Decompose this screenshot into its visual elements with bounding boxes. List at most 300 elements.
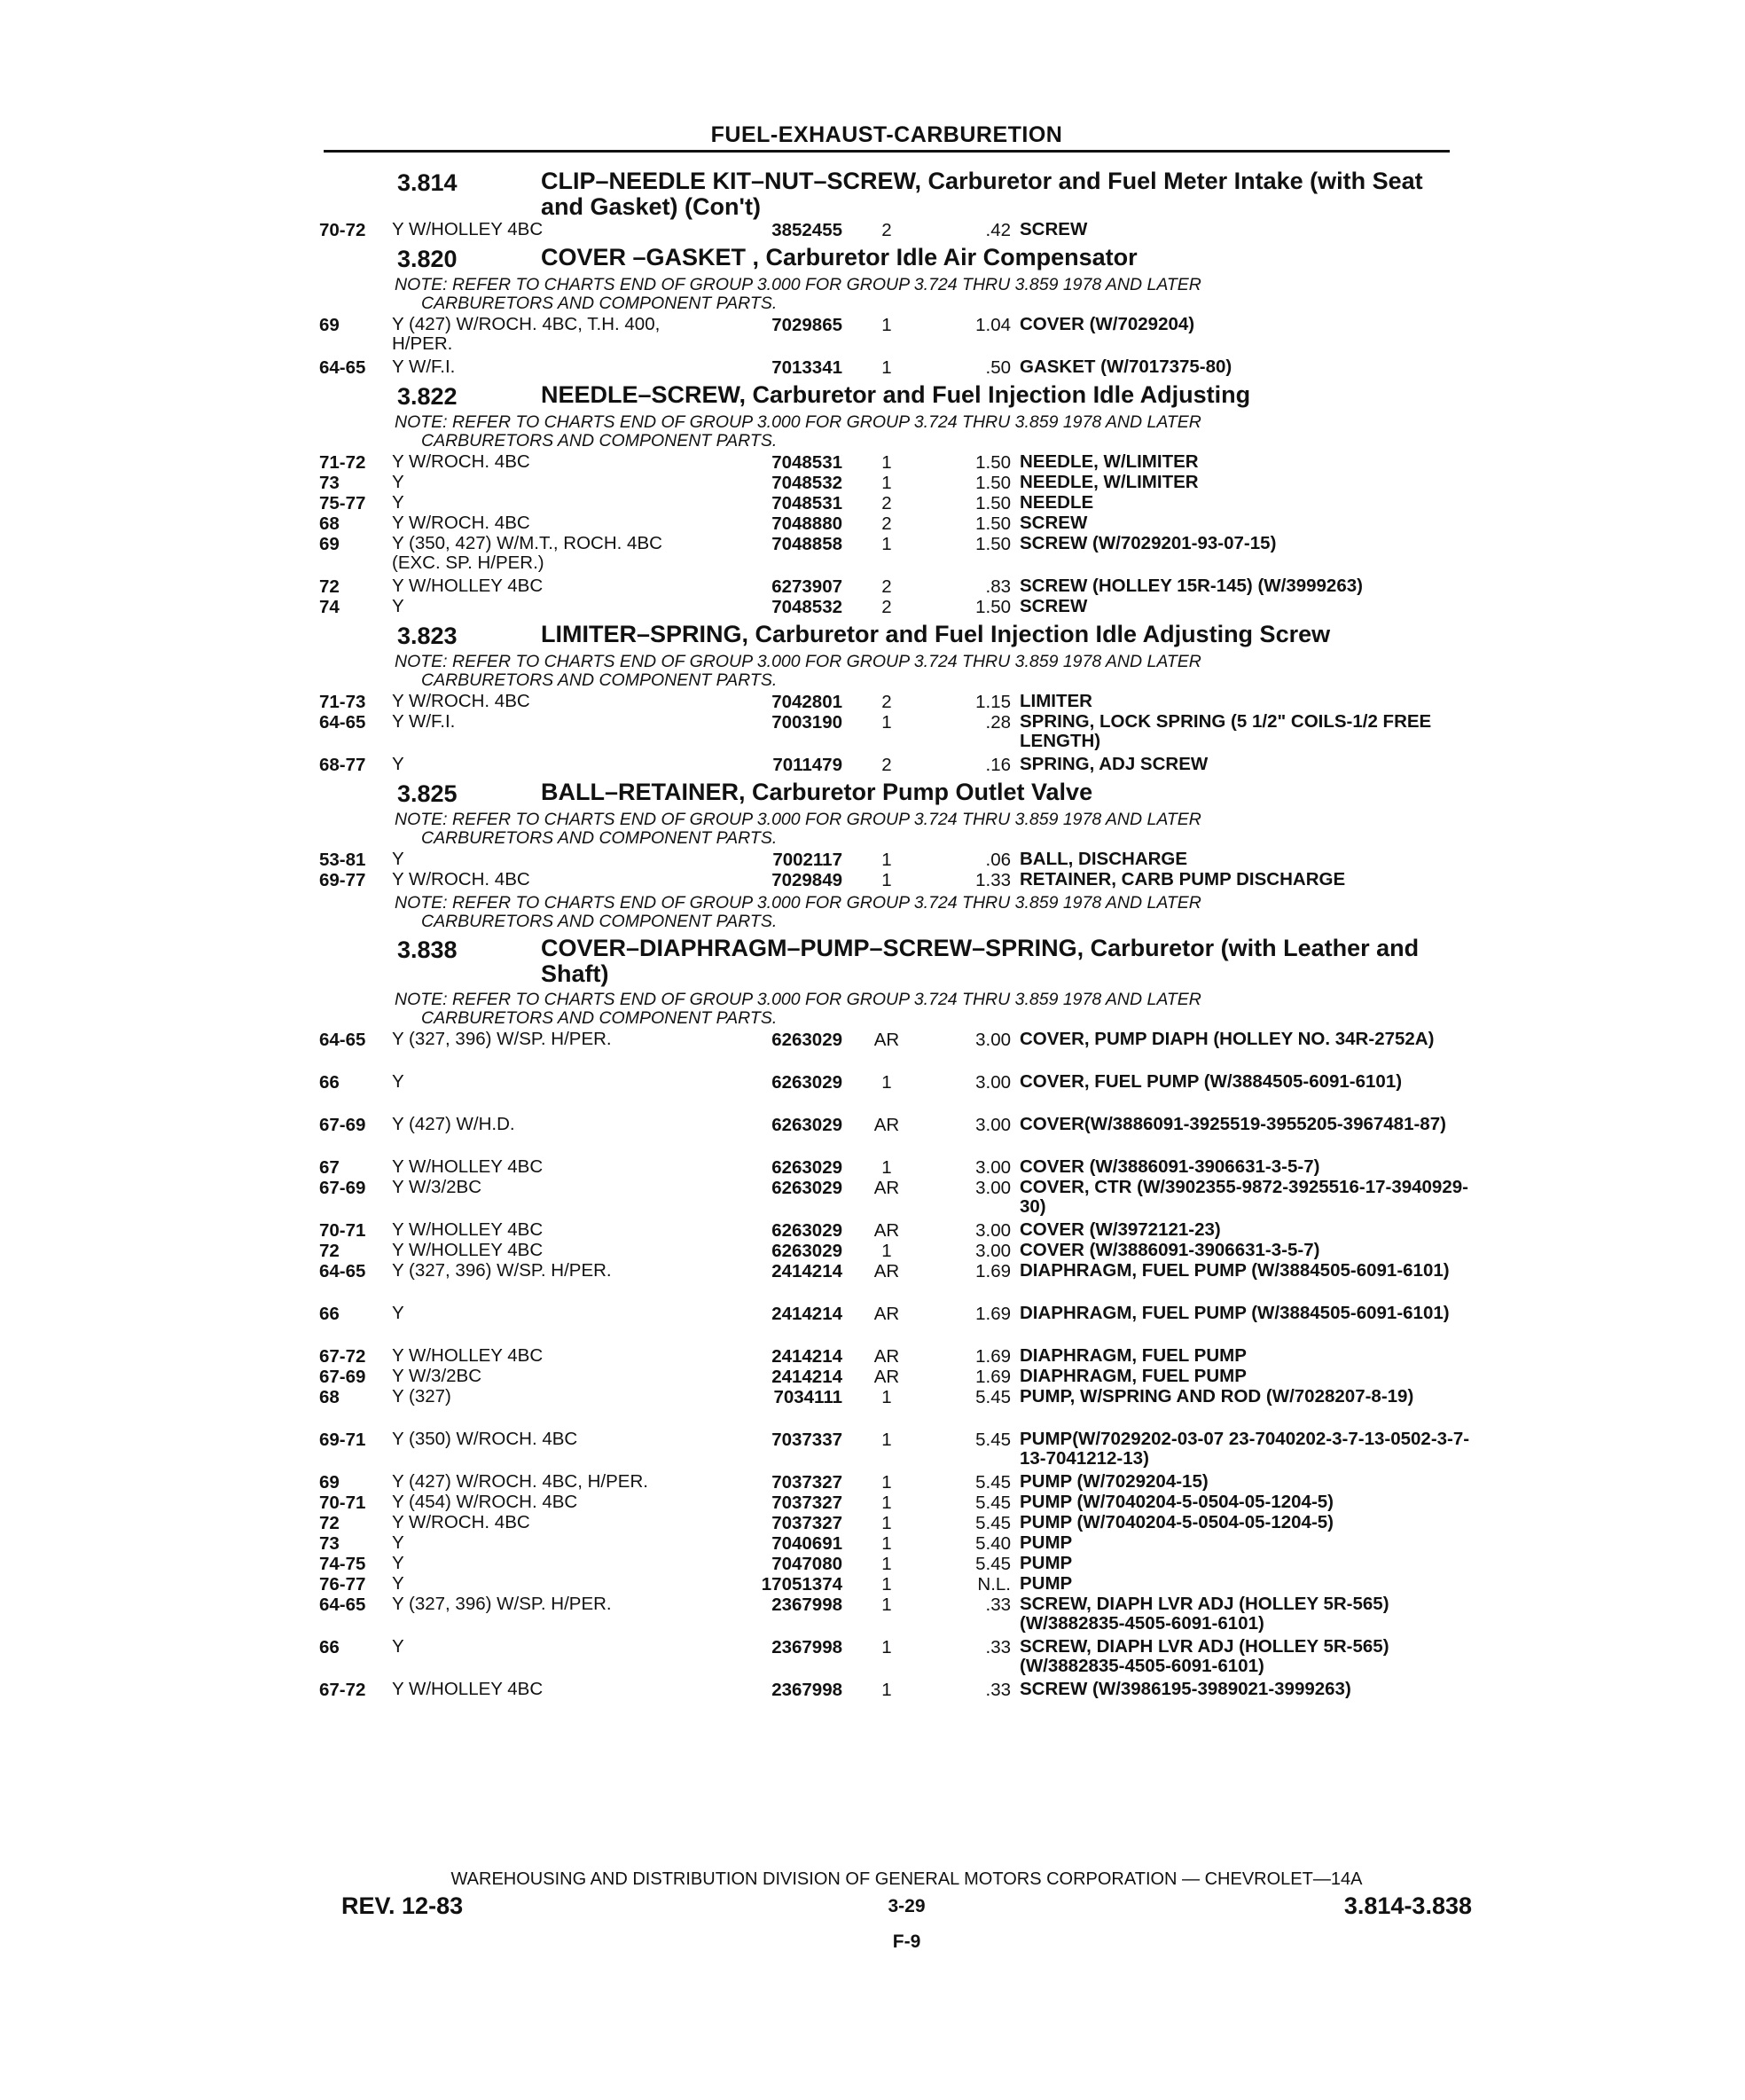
model-years: 67-72 bbox=[319, 1346, 366, 1367]
part-number: 7037327 bbox=[771, 1513, 842, 1533]
section-number: 3.814 bbox=[397, 169, 458, 196]
model-years: 64-65 bbox=[319, 1261, 366, 1281]
part-row bbox=[319, 513, 1463, 534]
model-years: 66 bbox=[319, 1304, 340, 1324]
model-application: Y (427) W/ROCH. 4BC, T.H. 400, H/PER. bbox=[392, 315, 661, 354]
part-description: NEEDLE, W/LIMITER bbox=[1020, 472, 1199, 492]
model-application: Y W/ROCH. 4BC bbox=[392, 692, 530, 711]
quantity: 1 bbox=[881, 870, 892, 890]
section-number: 3.838 bbox=[397, 936, 458, 963]
model-years: 64-65 bbox=[319, 1595, 366, 1615]
part-row bbox=[319, 692, 1463, 712]
part-description: PUMP(W/7029202-03-07 23-7040202-3-7-13-0502-3-7-13-7041212-13) bbox=[1020, 1429, 1470, 1469]
part-description: COVER (W/3886091-3906631-3-5-7) bbox=[1020, 1240, 1320, 1260]
model-years: 66 bbox=[319, 1637, 340, 1657]
part-number: 2414214 bbox=[771, 1346, 842, 1367]
part-description: COVER (W/3886091-3906631-3-5-7) bbox=[1020, 1156, 1320, 1177]
page-number: 3-29 bbox=[888, 1896, 926, 1916]
part-number: 17051374 bbox=[761, 1574, 842, 1595]
model-application: Y (454) W/ROCH. 4BC bbox=[392, 1493, 578, 1512]
model-application: Y W/HOLLEY 4BC bbox=[392, 576, 544, 596]
quantity: AR bbox=[873, 1304, 900, 1324]
part-description: SCREW (HOLLEY 15R-145) (W/3999263) bbox=[1020, 576, 1363, 596]
part-description: PUMP (W/7040204-5-0504-05-1204-5) bbox=[1020, 1492, 1334, 1512]
model-years: 69-77 bbox=[319, 870, 366, 890]
part-row bbox=[319, 1072, 1463, 1115]
quantity: 1 bbox=[881, 1574, 892, 1595]
part-number: 7048531 bbox=[771, 493, 842, 513]
footer-division: WAREHOUSING AND DISTRIBUTION DIVISION OF GENERAL MOTORS CORPORATION — CHEVROLET—14A bbox=[450, 1869, 1363, 1889]
price: .42 bbox=[985, 220, 1011, 240]
model-application: Y bbox=[392, 1637, 404, 1657]
model-application: Y W/HOLLEY 4BC bbox=[392, 1346, 544, 1366]
quantity: AR bbox=[873, 1346, 900, 1367]
model-years: 69-71 bbox=[319, 1430, 366, 1450]
model-years: 68-77 bbox=[319, 755, 366, 775]
quantity: 1 bbox=[881, 712, 892, 733]
quantity: 1 bbox=[881, 1472, 892, 1493]
part-number: 6263029 bbox=[771, 1072, 842, 1093]
part-row bbox=[319, 1177, 1468, 1220]
price: 3.00 bbox=[975, 1030, 1011, 1050]
price: 5.40 bbox=[975, 1533, 1011, 1554]
part-number: 7048532 bbox=[771, 473, 842, 493]
model-application: Y bbox=[392, 473, 404, 492]
price: 1.69 bbox=[975, 1346, 1011, 1367]
part-description: SPRING, LOCK SPRING (5 1/2" COILS-1/2 FREE LENGTH) bbox=[1020, 711, 1432, 751]
section-title: LIMITER–SPRING, Carburetor and Fuel Injection Idle Adjusting Screw bbox=[541, 621, 1331, 647]
part-row bbox=[319, 1637, 1463, 1680]
section-header bbox=[319, 242, 1463, 272]
note-line: CARBURETORS AND COMPONENT PARTS. bbox=[421, 828, 778, 848]
price: N.L. bbox=[977, 1574, 1011, 1595]
part-row bbox=[319, 315, 1463, 357]
quantity: 1 bbox=[881, 1595, 892, 1615]
quantity: 1 bbox=[881, 1241, 892, 1261]
price: 1.33 bbox=[975, 870, 1011, 890]
model-years: 70-71 bbox=[319, 1220, 366, 1241]
part-number: 7048880 bbox=[771, 513, 842, 534]
part-description: DIAPHRAGM, FUEL PUMP (W/3884505-6091-6101) bbox=[1020, 1303, 1450, 1323]
quantity: 1 bbox=[881, 1680, 892, 1700]
price: 5.45 bbox=[975, 1430, 1011, 1450]
catalog-section bbox=[319, 166, 1463, 240]
part-description: SCREW, DIAPH LVR ADJ (HOLLEY 5R-565) (W/3882835-4505-6091-6101) bbox=[1020, 1594, 1389, 1634]
part-description: SCREW (W/7029201-93-07-15) bbox=[1020, 533, 1277, 553]
price: 3.00 bbox=[975, 1115, 1011, 1135]
part-number: 7037327 bbox=[771, 1472, 842, 1493]
section-title: COVER–DIAPHRAGM–PUMP–SCREW–SPRING, Carburetor (with Leather and Shaft) bbox=[541, 935, 1420, 987]
part-description: DIAPHRAGM, FUEL PUMP (W/3884505-6091-6101) bbox=[1020, 1260, 1450, 1281]
model-application: Y (350) W/ROCH. 4BC bbox=[392, 1430, 578, 1449]
part-number: 7029865 bbox=[771, 315, 842, 335]
part-description: NEEDLE bbox=[1020, 492, 1094, 513]
model-application: Y bbox=[392, 850, 404, 869]
part-description: COVER(W/3886091-3925519-3955205-3967481-87) bbox=[1020, 1114, 1446, 1134]
model-application: Y bbox=[392, 493, 404, 513]
part-description: COVER (W/7029204) bbox=[1020, 314, 1195, 334]
price: .33 bbox=[985, 1637, 1011, 1657]
note-line: NOTE: REFER TO CHARTS END OF GROUP 3.000 FOR GROUP 3.724 THRU 3.859 1978 AND LATER bbox=[395, 275, 1201, 294]
catalog-section bbox=[319, 619, 1463, 775]
model-application: Y W/HOLLEY 4BC bbox=[392, 1220, 544, 1240]
model-application: Y bbox=[392, 1304, 404, 1323]
section-note bbox=[319, 811, 1463, 848]
price: 5.45 bbox=[975, 1387, 1011, 1407]
quantity: 2 bbox=[881, 597, 892, 617]
price: 1.69 bbox=[975, 1261, 1011, 1281]
parts-catalog bbox=[319, 166, 1470, 1702]
model-application: Y W/HOLLEY 4BC bbox=[392, 1241, 544, 1260]
note-line: CARBURETORS AND COMPONENT PARTS. bbox=[421, 431, 778, 451]
part-row bbox=[319, 1115, 1463, 1157]
price: .50 bbox=[985, 357, 1011, 378]
model-application: Y W/3/2BC bbox=[392, 1178, 482, 1197]
part-number: 2414214 bbox=[771, 1261, 842, 1281]
quantity: AR bbox=[873, 1261, 900, 1281]
part-description: SCREW (W/3986195-3989021-3999263) bbox=[1020, 1679, 1351, 1699]
part-row bbox=[319, 1574, 1463, 1595]
model-years: 71-72 bbox=[319, 452, 366, 473]
page-number-secondary: F-9 bbox=[892, 1932, 921, 1952]
price: 1.50 bbox=[975, 473, 1011, 493]
part-number: 6263029 bbox=[771, 1115, 842, 1135]
part-number: 7034111 bbox=[773, 1387, 842, 1407]
part-number: 7002117 bbox=[772, 850, 842, 870]
note-line: NOTE: REFER TO CHARTS END OF GROUP 3.000 FOR GROUP 3.724 THRU 3.859 1978 AND LATER bbox=[395, 652, 1201, 671]
quantity: 1 bbox=[881, 534, 892, 554]
quantity: 1 bbox=[881, 850, 892, 870]
section-header bbox=[319, 166, 1463, 220]
part-description: SCREW bbox=[1020, 596, 1088, 616]
model-years: 73 bbox=[319, 1533, 340, 1554]
model-years: 71-73 bbox=[319, 692, 366, 712]
part-number: 6263029 bbox=[771, 1241, 842, 1261]
section-header bbox=[319, 619, 1463, 649]
part-description: COVER, PUMP DIAPH (HOLLEY NO. 34R-2752A) bbox=[1020, 1029, 1435, 1049]
part-description: COVER, FUEL PUMP (W/3884505-6091-6101) bbox=[1020, 1071, 1403, 1092]
price: 1.50 bbox=[975, 513, 1011, 534]
part-row bbox=[319, 534, 1463, 576]
model-years: 67 bbox=[319, 1157, 340, 1178]
model-application: Y bbox=[392, 1072, 404, 1092]
model-application: Y bbox=[392, 1554, 404, 1573]
part-description: LIMITER bbox=[1020, 691, 1092, 711]
part-row bbox=[319, 452, 1463, 473]
section-number: 3.823 bbox=[397, 623, 458, 649]
model-years: 70-72 bbox=[319, 220, 366, 240]
model-application: Y W/HOLLEY 4BC bbox=[392, 1680, 544, 1699]
part-number: 7011479 bbox=[772, 755, 842, 775]
part-description: PUMP bbox=[1020, 1573, 1073, 1594]
part-number: 6263029 bbox=[771, 1030, 842, 1050]
quantity: AR bbox=[873, 1030, 900, 1050]
price: 5.45 bbox=[975, 1554, 1011, 1574]
part-row bbox=[319, 576, 1463, 597]
part-number: 7029849 bbox=[771, 870, 842, 890]
price: 1.69 bbox=[975, 1304, 1011, 1324]
part-row bbox=[319, 473, 1463, 493]
part-number: 7037327 bbox=[771, 1493, 842, 1513]
price: 1.50 bbox=[975, 534, 1011, 554]
part-row bbox=[319, 1367, 1463, 1387]
price: 1.50 bbox=[975, 452, 1011, 473]
model-application: Y (427) W/H.D. bbox=[392, 1115, 515, 1134]
price: 3.00 bbox=[975, 1241, 1011, 1261]
note-line: CARBURETORS AND COMPONENT PARTS. bbox=[421, 1008, 778, 1028]
part-description: PUMP bbox=[1020, 1532, 1073, 1553]
quantity: 1 bbox=[881, 1533, 892, 1554]
part-description: PUMP (W/7029204-15) bbox=[1020, 1471, 1209, 1492]
price: .83 bbox=[985, 576, 1011, 597]
price: .33 bbox=[985, 1680, 1011, 1700]
quantity: 1 bbox=[881, 1072, 892, 1093]
model-years: 64-65 bbox=[319, 1030, 366, 1050]
model-application: Y W/3/2BC bbox=[392, 1367, 482, 1386]
part-description: SCREW, DIAPH LVR ADJ (HOLLEY 5R-565) (W/3882835-4505-6091-6101) bbox=[1020, 1636, 1389, 1676]
part-number: 2414214 bbox=[771, 1367, 842, 1387]
note-line: NOTE: REFER TO CHARTS END OF GROUP 3.000 FOR GROUP 3.724 THRU 3.859 1978 AND LATER bbox=[395, 893, 1201, 913]
part-row bbox=[319, 220, 1463, 240]
part-description: PUMP, W/SPRING AND ROD (W/7028207-8-19) bbox=[1020, 1386, 1414, 1407]
page-title: FUEL-EXHAUST-CARBURETION bbox=[710, 122, 1063, 147]
model-years: 67-69 bbox=[319, 1178, 366, 1198]
model-years: 70-71 bbox=[319, 1493, 366, 1513]
part-row bbox=[319, 1554, 1463, 1574]
catalog-section bbox=[319, 380, 1463, 617]
model-application: Y W/ROCH. 4BC bbox=[392, 1513, 530, 1532]
quantity: 1 bbox=[881, 1554, 892, 1574]
price: 5.45 bbox=[975, 1493, 1011, 1513]
model-years: 74 bbox=[319, 597, 340, 617]
footer-row bbox=[341, 1892, 1472, 1952]
quantity: 1 bbox=[881, 1637, 892, 1657]
model-application: Y bbox=[392, 1533, 404, 1553]
quantity: 1 bbox=[881, 1387, 892, 1407]
part-description: NEEDLE, W/LIMITER bbox=[1020, 451, 1199, 472]
model-years: 68 bbox=[319, 513, 340, 534]
quantity: AR bbox=[873, 1220, 900, 1241]
price: 3.00 bbox=[975, 1178, 1011, 1198]
quantity: 1 bbox=[881, 1513, 892, 1533]
model-years: 69 bbox=[319, 315, 340, 335]
section-number: 3.820 bbox=[397, 246, 458, 272]
part-row bbox=[319, 712, 1463, 755]
part-description: SCREW bbox=[1020, 513, 1088, 533]
section-header bbox=[319, 933, 1463, 987]
model-application: Y (427) W/ROCH. 4BC, H/PER. bbox=[392, 1472, 648, 1492]
part-number: 2414214 bbox=[771, 1304, 842, 1324]
model-application: Y W/ROCH. 4BC bbox=[392, 513, 530, 533]
section-title: COVER –GASKET , Carburetor Idle Air Compensator bbox=[541, 244, 1138, 270]
quantity: 2 bbox=[881, 755, 892, 775]
part-row bbox=[319, 755, 1463, 775]
part-row bbox=[319, 1261, 1463, 1304]
page-footer bbox=[341, 1869, 1472, 1952]
note-line: CARBURETORS AND COMPONENT PARTS. bbox=[421, 294, 778, 313]
part-description: SPRING, ADJ SCREW bbox=[1020, 754, 1209, 774]
catalog-section bbox=[319, 933, 1470, 1700]
quantity: 1 bbox=[881, 1430, 892, 1450]
section-title: CLIP–NEEDLE KIT–NUT–SCREW, Carburetor and Fuel Meter Intake (with Seat and Gasket) (Con't) bbox=[541, 168, 1423, 220]
part-description: DIAPHRAGM, FUEL PUMP bbox=[1020, 1345, 1247, 1366]
section-number: 3.822 bbox=[397, 383, 458, 410]
part-row bbox=[319, 1030, 1463, 1072]
model-years: 53-81 bbox=[319, 850, 366, 870]
model-years: 72 bbox=[319, 1513, 340, 1533]
section-note bbox=[319, 413, 1463, 451]
section-range: 3.814-3.838 bbox=[1343, 1892, 1472, 1919]
price: 5.45 bbox=[975, 1513, 1011, 1533]
part-row bbox=[319, 1595, 1463, 1637]
part-description: PUMP bbox=[1020, 1553, 1073, 1573]
part-description: SCREW bbox=[1020, 219, 1088, 239]
note-line: NOTE: REFER TO CHARTS END OF GROUP 3.000 FOR GROUP 3.724 THRU 3.859 1978 AND LATER bbox=[395, 990, 1201, 1009]
model-application: Y W/F.I. bbox=[392, 712, 456, 732]
part-row bbox=[319, 493, 1463, 513]
note-line: NOTE: REFER TO CHARTS END OF GROUP 3.000 FOR GROUP 3.724 THRU 3.859 1978 AND LATER bbox=[395, 810, 1201, 829]
part-row bbox=[319, 1493, 1463, 1513]
model-years: 66 bbox=[319, 1072, 340, 1093]
model-application: Y W/HOLLEY 4BC bbox=[392, 1157, 544, 1177]
quantity: AR bbox=[873, 1115, 900, 1135]
part-number: 7003190 bbox=[771, 712, 842, 733]
part-row bbox=[319, 1220, 1463, 1241]
model-years: 72 bbox=[319, 1241, 340, 1261]
part-description: COVER (W/3972121-23) bbox=[1020, 1219, 1221, 1240]
model-years: 74-75 bbox=[319, 1554, 366, 1574]
model-years: 72 bbox=[319, 576, 340, 597]
section-number: 3.825 bbox=[397, 780, 458, 807]
quantity: 1 bbox=[881, 452, 892, 473]
quantity: AR bbox=[873, 1178, 900, 1198]
price: 3.00 bbox=[975, 1072, 1011, 1093]
section-note bbox=[319, 276, 1463, 313]
price: 1.15 bbox=[975, 692, 1011, 712]
part-row bbox=[319, 1513, 1463, 1533]
quantity: 1 bbox=[881, 1493, 892, 1513]
part-row bbox=[319, 1304, 1463, 1346]
page-header bbox=[324, 122, 1450, 153]
model-application: Y (327, 396) W/SP. H/PER. bbox=[392, 1595, 612, 1614]
part-number: 6273907 bbox=[771, 576, 842, 597]
model-years: 67-69 bbox=[319, 1367, 366, 1387]
quantity: 2 bbox=[881, 513, 892, 534]
quantity: 2 bbox=[881, 220, 892, 240]
model-years: 69 bbox=[319, 1472, 340, 1493]
model-years: 67-72 bbox=[319, 1680, 366, 1700]
section-header bbox=[319, 380, 1463, 410]
part-description: RETAINER, CARB PUMP DISCHARGE bbox=[1020, 869, 1346, 889]
model-application: Y W/ROCH. 4BC bbox=[392, 870, 530, 889]
part-number: 7042801 bbox=[771, 692, 842, 712]
part-number: 2367998 bbox=[771, 1637, 842, 1657]
price: .16 bbox=[985, 755, 1011, 775]
price: 1.69 bbox=[975, 1367, 1011, 1387]
note-line: CARBURETORS AND COMPONENT PARTS. bbox=[421, 912, 778, 931]
model-years: 64-65 bbox=[319, 357, 366, 378]
model-years: 76-77 bbox=[319, 1574, 366, 1595]
section-header bbox=[319, 777, 1463, 807]
part-row bbox=[319, 1429, 1470, 1472]
price: 3.00 bbox=[975, 1220, 1011, 1241]
model-years: 68 bbox=[319, 1387, 340, 1407]
part-row bbox=[319, 870, 1463, 890]
part-number: 7040691 bbox=[771, 1533, 842, 1554]
revision-label: REV. 12-83 bbox=[341, 1892, 464, 1919]
price: .33 bbox=[985, 1595, 1011, 1615]
quantity: 2 bbox=[881, 692, 892, 712]
part-description: DIAPHRAGM, FUEL PUMP bbox=[1020, 1366, 1247, 1386]
model-application: Y bbox=[392, 597, 404, 616]
quantity: 1 bbox=[881, 357, 892, 378]
part-description: GASKET (W/7017375-80) bbox=[1020, 357, 1232, 377]
part-row bbox=[319, 1387, 1463, 1430]
part-number: 2367998 bbox=[771, 1595, 842, 1615]
price: 1.04 bbox=[975, 315, 1011, 335]
note-line: CARBURETORS AND COMPONENT PARTS. bbox=[421, 670, 778, 690]
section-note bbox=[319, 991, 1463, 1028]
model-application: Y (327, 396) W/SP. H/PER. bbox=[392, 1030, 612, 1049]
part-row bbox=[319, 850, 1463, 870]
quantity: 2 bbox=[881, 576, 892, 597]
model-application: Y bbox=[392, 1574, 404, 1594]
part-description: PUMP (W/7040204-5-0504-05-1204-5) bbox=[1020, 1512, 1334, 1532]
part-number: 2367998 bbox=[771, 1680, 842, 1700]
catalog-section bbox=[319, 242, 1463, 378]
price: 5.45 bbox=[975, 1472, 1011, 1493]
part-number: 3852455 bbox=[771, 220, 842, 240]
quantity: 1 bbox=[881, 1157, 892, 1178]
price: 1.50 bbox=[975, 493, 1011, 513]
section-note bbox=[319, 894, 1463, 931]
quantity: 1 bbox=[881, 473, 892, 493]
part-number: 7048858 bbox=[771, 534, 842, 554]
model-application: Y (327, 396) W/SP. H/PER. bbox=[392, 1261, 612, 1281]
model-years: 64-65 bbox=[319, 712, 366, 733]
model-application: Y W/HOLLEY 4BC bbox=[392, 220, 544, 239]
price: 1.50 bbox=[975, 597, 1011, 617]
part-row bbox=[319, 357, 1463, 378]
part-row bbox=[319, 1533, 1463, 1554]
model-years: 69 bbox=[319, 534, 340, 554]
part-number: 7013341 bbox=[771, 357, 842, 378]
quantity: 1 bbox=[881, 315, 892, 335]
part-description: BALL, DISCHARGE bbox=[1020, 849, 1188, 869]
part-number: 7048531 bbox=[771, 452, 842, 473]
price: .06 bbox=[985, 850, 1011, 870]
section-note bbox=[319, 653, 1463, 690]
model-application: Y W/ROCH. 4BC bbox=[392, 452, 530, 472]
part-number: 6263029 bbox=[771, 1178, 842, 1198]
part-row bbox=[319, 1680, 1463, 1700]
part-number: 7047080 bbox=[771, 1554, 842, 1574]
part-row bbox=[319, 1346, 1463, 1367]
part-row bbox=[319, 597, 1463, 617]
part-number: 7048532 bbox=[771, 597, 842, 617]
part-number: 6263029 bbox=[771, 1157, 842, 1178]
quantity: AR bbox=[873, 1367, 900, 1387]
section-title: BALL–RETAINER, Carburetor Pump Outlet Valve bbox=[541, 779, 1093, 805]
model-application: Y W/F.I. bbox=[392, 357, 456, 377]
part-number: 6263029 bbox=[771, 1220, 842, 1241]
price: 3.00 bbox=[975, 1157, 1011, 1178]
part-description: COVER, CTR (W/3902355-9872-3925516-17-3940929-30) bbox=[1020, 1177, 1468, 1217]
model-application: Y (350, 427) W/M.T., ROCH. 4BC (EXC. SP. H/PER.) bbox=[392, 534, 662, 573]
price: .28 bbox=[985, 712, 1011, 733]
model-years: 75-77 bbox=[319, 493, 366, 513]
model-years: 73 bbox=[319, 473, 340, 493]
